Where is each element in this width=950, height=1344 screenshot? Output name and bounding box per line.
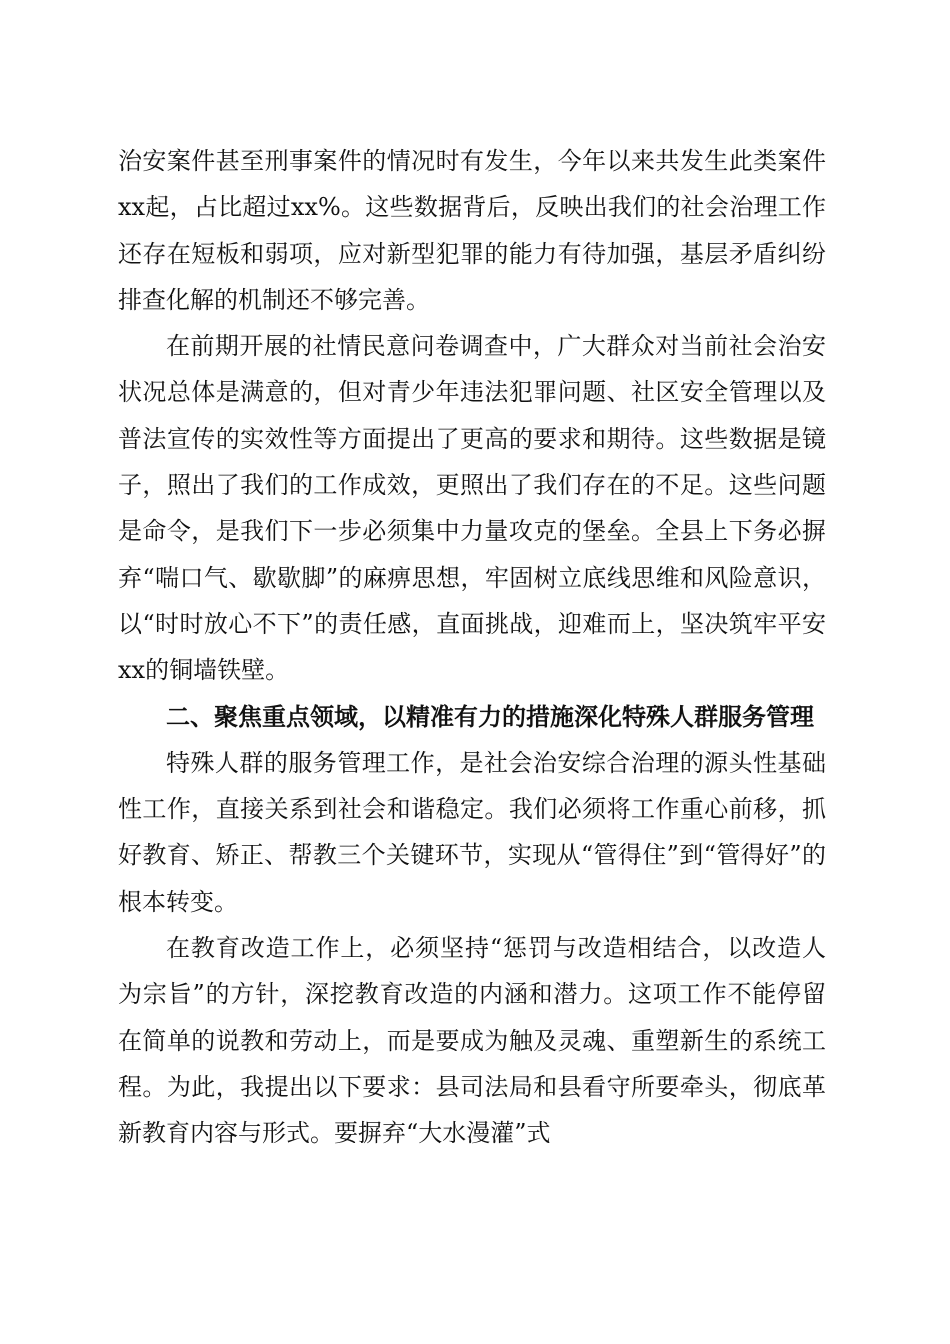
paragraph-special-groups: 特殊人群的服务管理工作，是社会治安综合治理的源头性基础性工作，直接关系到社会和谐稳定。我们必须将工作重心前移，抓好教育、矫正、帮教三个关键环节，实现从“管得住”到“管得好”的根本转变。 (118, 748, 826, 916)
paragraph-continuation: 治安案件甚至刑事案件的情况时有发生，今年以来共发生此类案件xx起，占比超过xx%。这些数据背后，反映出我们的社会治理工作还存在短板和弱项，应对新型犯罪的能力有待加强，基层矛盾纠纷排查化解的机制还不够完善。 (118, 147, 826, 314)
document-page (118, 138, 826, 1157)
section-heading-2: 二、聚焦重点领域，以精准有力的措施深化特殊人群服务管理 (166, 702, 814, 731)
paragraph-education-reform: 在教育改造工作上，必须坚持“惩罚与改造相结合，以改造人为宗旨”的方针，深挖教育改造的内涵和潜力。这项工作不能停留在简单的说教和劳动上，而是要成为触及灵魂、重塑新生的系统工程。为此，我提出以下要求：县司法局和县看守所要牵头，彻底革新教育内容与形式。要摒弃“大水漫灌”式 (118, 934, 826, 1148)
paragraph-survey-findings: 在前期开展的社情民意问卷调查中，广大群众对当前社会治安状况总体是满意的，但对青少年违法犯罪问题、社区安全管理以及普法宣传的实效性等方面提出了更高的要求和期待。这些数据是镜子，照出了我们的工作成效，更照出了我们存在的不足。这些问题是命令，是我们下一步必须集中力量攻克的堡垒。全县上下务必摒弃“喘口气、歇歇脚”的麻痹思想，牢固树立底线思维和风险意识，以“时时放心不下”的责任感，直面挑战，迎难而上，坚决筑牢平安xx的铜墙铁壁。 (118, 332, 826, 685)
